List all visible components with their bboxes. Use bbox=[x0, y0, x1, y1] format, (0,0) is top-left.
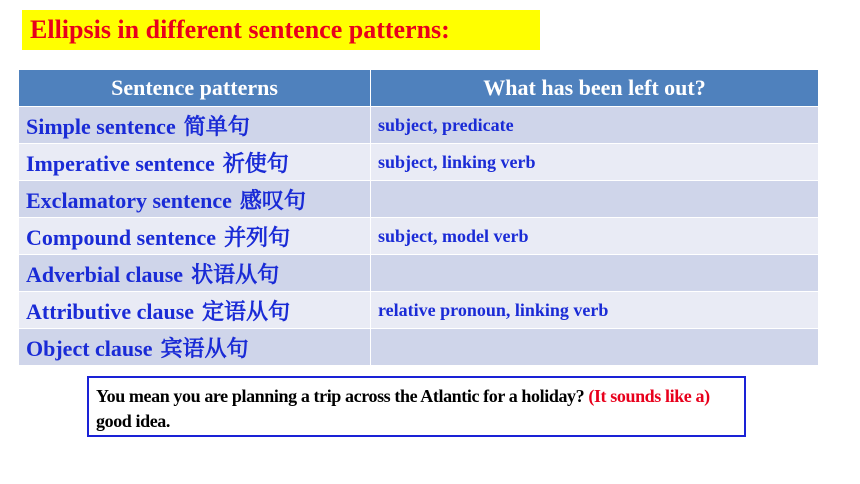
left-out-cell: relative pronoun, linking verb bbox=[371, 292, 819, 329]
pattern-name: Compound sentence bbox=[26, 224, 217, 250]
column-header-left-out: What has been left out? bbox=[371, 70, 819, 107]
pattern-name: Attributive clause bbox=[26, 298, 195, 324]
table-row bbox=[19, 144, 819, 181]
pattern-chinese: 祈使句 bbox=[222, 151, 289, 177]
pattern-chinese: 感叹句 bbox=[239, 188, 306, 214]
table-row bbox=[19, 292, 819, 329]
left-out-cell: subject, model verb bbox=[371, 218, 819, 255]
pattern-chinese: 宾语从句 bbox=[160, 336, 249, 362]
example-text-after: good idea. bbox=[96, 411, 171, 431]
table-row bbox=[19, 218, 819, 255]
example-text-before: You mean you are planning a trip across the Atlantic for a holiday? bbox=[96, 386, 589, 406]
left-out-cell bbox=[371, 255, 819, 292]
pattern-cell bbox=[19, 218, 371, 255]
sentence-patterns-table bbox=[18, 69, 819, 366]
pattern-chinese: 状语从句 bbox=[191, 262, 280, 288]
pattern-name: Adverbial clause bbox=[26, 261, 184, 287]
pattern-cell bbox=[19, 144, 371, 181]
left-out-cell: subject, linking verb bbox=[371, 144, 819, 181]
table-row bbox=[19, 255, 819, 292]
table-row bbox=[19, 181, 819, 218]
table-header-row bbox=[19, 70, 819, 107]
pattern-cell bbox=[19, 329, 371, 366]
pattern-name: Object clause bbox=[26, 335, 153, 361]
column-header-sentence-patterns: Sentence patterns bbox=[19, 70, 371, 107]
left-out-cell bbox=[371, 329, 819, 366]
example-sentence-box bbox=[87, 376, 746, 437]
pattern-cell bbox=[19, 292, 371, 329]
pattern-cell bbox=[19, 255, 371, 292]
pattern-chinese: 定语从句 bbox=[202, 299, 291, 325]
pattern-name: Exclamatory sentence bbox=[26, 187, 232, 213]
table-row bbox=[19, 107, 819, 144]
pattern-chinese: 并列句 bbox=[224, 225, 291, 251]
title-banner bbox=[22, 10, 540, 50]
pattern-cell bbox=[19, 181, 371, 218]
left-out-cell bbox=[371, 181, 819, 218]
page-title: Ellipsis in different sentence patterns: bbox=[30, 15, 450, 44]
pattern-name: Simple sentence bbox=[26, 113, 176, 139]
table-row bbox=[19, 329, 819, 366]
pattern-name: Imperative sentence bbox=[26, 150, 215, 176]
pattern-cell bbox=[19, 107, 371, 144]
pattern-chinese: 简单句 bbox=[183, 114, 250, 140]
left-out-cell: subject, predicate bbox=[371, 107, 819, 144]
example-omitted-words: (It sounds like a) bbox=[588, 386, 710, 406]
